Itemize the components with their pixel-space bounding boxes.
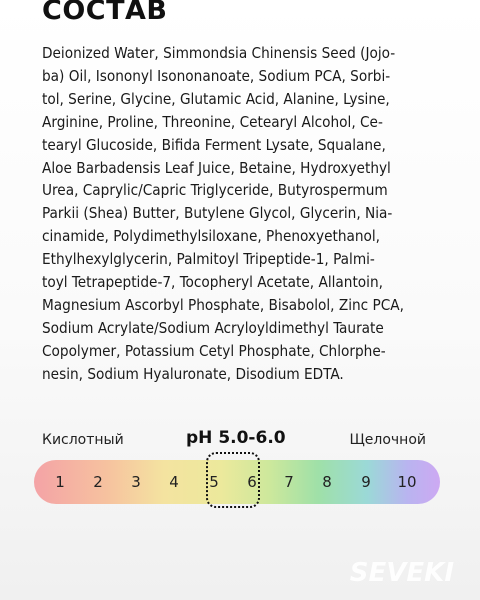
- ingredients-line: tearyl Glucoside, Bifida Ferment Lysate, Squalane,: [42, 135, 386, 154]
- ingredients-line: Urea, Caprylic/Capric Triglyceride, Butyrospermum: [42, 181, 388, 200]
- ph-scale-labels: [42, 428, 426, 452]
- ph-number-5: 5: [209, 473, 219, 491]
- ph-number-9: 9: [361, 473, 371, 491]
- ingredients-line: Deionized Water, Simmondsia Chinensis Seed (Jojo-: [42, 44, 396, 62]
- ingredients-line: nesin, Sodium Hyaluronate, Disodium EDTA.: [42, 364, 344, 383]
- ingredients-line: Ethylhexylglycerin, Palmitoyl Tripeptide-1, Palmi-: [42, 250, 375, 269]
- ingredients-line: toyl Tetrapeptide-7, Tocopheryl Acetate, Allantoin,: [42, 273, 383, 292]
- ph-number-3: 3: [131, 473, 141, 491]
- ph-number-10: 10: [397, 473, 417, 491]
- brand-logo: SEVEKI: [349, 558, 454, 588]
- ingredients-line: tol, Serine, Glycine, Glutamic Acid, Alanine, Lysine,: [42, 89, 390, 108]
- ingredients-line: Copolymer, Potassium Cetyl Phosphate, Chlorphe-: [42, 341, 386, 360]
- section-title: СОСТАВ: [42, 0, 168, 26]
- ph-number-1: 1: [55, 473, 65, 491]
- ingredients-line: Parkii (Shea) Butter, Butylene Glycol, Glycerin, Nia-: [42, 204, 393, 223]
- ph-number-6: 6: [247, 473, 257, 491]
- ingredients-list: [42, 42, 452, 386]
- ph-number-2: 2: [93, 473, 103, 491]
- ph-range-label: pH 5.0-6.0: [186, 428, 286, 448]
- ingredients-line: Sodium Acrylate/Sodium Acryloyldimethyl Taurate: [42, 318, 384, 337]
- ph-number-8: 8: [322, 473, 332, 491]
- ingredients-line: Magnesium Ascorbyl Phosphate, Bisabolol, Zinc PCA,: [42, 295, 404, 314]
- ph-gradient-bar: [34, 460, 440, 504]
- ingredients-line: Aloe Barbadensis Leaf Juice, Betaine, Hydroxyethyl: [42, 158, 391, 177]
- acidic-label: Кислотный: [42, 432, 124, 448]
- ph-number-7: 7: [284, 473, 294, 491]
- alkaline-label: Щелочной: [349, 432, 426, 448]
- ph-number-4: 4: [169, 473, 179, 491]
- ingredients-line: Arginine, Proline, Threonine, Cetearyl Alcohol, Ce-: [42, 112, 383, 131]
- ingredients-line: ba) Oil, Isononyl Isononanoate, Sodium PCA, Sorbi-: [42, 66, 391, 85]
- ingredients-line: cinamide, Polydimethylsiloxane, Phenoxyethanol,: [42, 227, 381, 246]
